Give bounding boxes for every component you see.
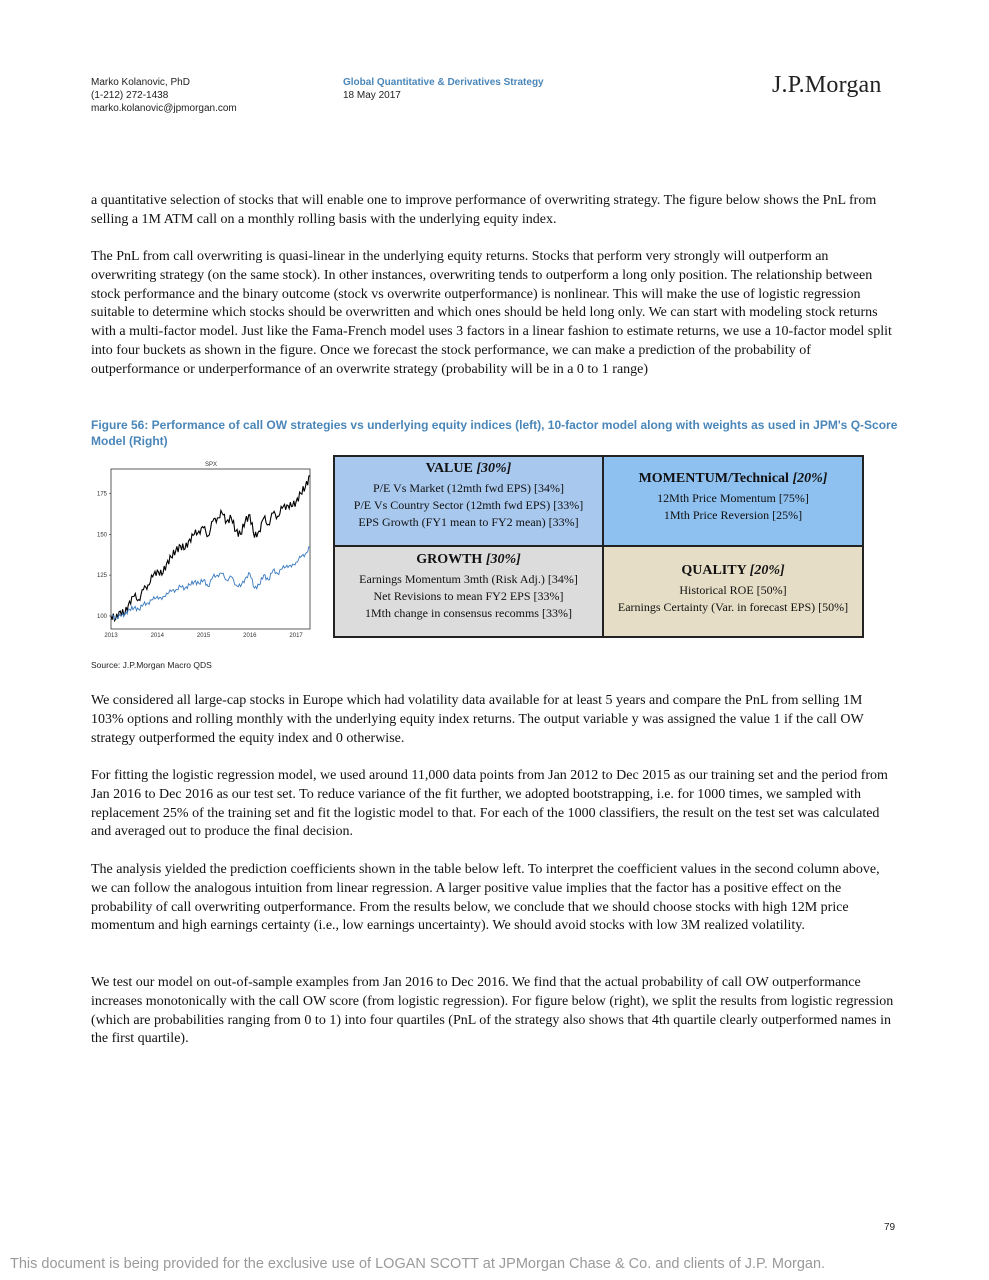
dept-block (343, 76, 544, 102)
value-item-2: P/E Vs Country Sector (12mth fwd EPS) [33%] (353, 498, 584, 512)
jpmorgan-logo: J.P.Morgan (772, 72, 882, 98)
x-tick-label: 2015 (196, 633, 211, 639)
qscore-growth-box (335, 547, 602, 636)
spx-chart-svg (92, 457, 317, 639)
growth-item-1: Earnings Momentum 3mth (Risk Adj.) [34%] (359, 572, 578, 586)
growth-item-3: 1Mth change in consensus recomms [33%] (365, 606, 572, 620)
author-email: marko.kolanovic@jpmorgan.com (91, 103, 237, 114)
y-tick-label: 150 (96, 532, 107, 539)
spx-chart (92, 457, 317, 639)
paragraph-5: The analysis yielded the prediction coefficients shown in the table below left. To interpret the coefficient values in the second column above, we can follow the analogous intuition from linear regression. A larger positive value implies that the factor has a positive effect on the probability of call overwriting outperformance. From the results below, we conclude that we should choose stocks with high 12M price momentum and high earnings certainty (i.e., low earnings uncertainty). We should avoid stocks with low 3M realized volatility. (91, 862, 880, 934)
qscore-value-box (335, 457, 602, 545)
y-tick-label: 100 (96, 613, 107, 620)
value-item-1: P/E Vs Market (12mth fwd EPS) [34%] (372, 481, 565, 495)
footer-disclaimer: This document is being provided for the exclusive use of LOGAN SCOTT at JPMorgan Chase & Co. and clients of J.P. Morgan. (10, 1256, 826, 1272)
quality-item-2: Earnings Certainty (Var. in forecast EPS) [50%] (617, 600, 849, 614)
chart-title: SPX (204, 462, 218, 468)
dept-title: Global Quantitative & Derivatives Strategy (343, 77, 544, 88)
quality-title: QUALITY [20%] (681, 563, 785, 578)
x-tick-label: 2016 (243, 633, 257, 639)
report-date: 18 May 2017 (343, 90, 401, 101)
paragraph-2: The PnL from call overwriting is quasi-linear in the underlying equity returns. Stocks that perform very strongly will outperform an overwriting strategy (on the same stock). In other instances, overwriting tends to outperform a long only position. The relationship between stock performance and the binary outcome (stock vs overwrite outperformance) is nonlinear. This will make the use of logistic regression suitable to determine which stocks should be overwritten and which ones should be held long only. We can start with modeling stock returns with a multi-factor model. Just like the Fama-French model uses 3 factors in a linear fashion to estimate returns, we use a 10-factor model split into four buckets as shown in the figure. Once we forecast the stock performance, we can make a prediction of the probability of outperformance or underperformance of an overwrite strategy (probability will be in a 0 to 1 range) (91, 249, 892, 377)
x-tick-label: 2017 (289, 633, 303, 639)
author-block (91, 76, 237, 115)
paragraph-6: We test our model on out-of-sample examples from Jan 2016 to Dec 2016. We find that the actual probability of call OW outperformance increases monotonically with the call OW score (from logistic regression). For figure below (right), we split the results from logistic regression (which are probabilities ranging from 0 to 1) into four quartiles (PnL of the strategy also shows that 4th quartile clearly outperformed names in the first quartile). (91, 975, 894, 1047)
growth-title: GROWTH [30%] (416, 552, 521, 567)
y-tick-label: 175 (96, 491, 107, 498)
paragraph-3: We considered all large-cap stocks in Europe which had volatility data available for at least 5 years and compare the PnL from selling 1M 103% options and rolling monthly with the underlying equity index returns. The output variable y was assigned the value 1 if the call OW strategy outperformed the equity index and 0 otherwise. (91, 693, 864, 746)
x-tick-label: 2013 (104, 633, 118, 639)
author-phone: (1-212) 272-1438 (91, 90, 169, 101)
growth-item-2: Net Revisions to mean FY2 EPS [33%] (373, 589, 564, 603)
page-number: 79 (884, 1222, 896, 1233)
momentum-item-2: 1Mth Price Reversion [25%] (663, 508, 803, 522)
value-title: VALUE [30%] (425, 461, 512, 476)
momentum-item-1: 12Mth Price Momentum [75%] (657, 491, 809, 505)
x-tick-label: 2014 (150, 633, 164, 639)
value-item-3: EPS Growth (FY1 mean to FY2 mean) [33%] (358, 515, 579, 529)
qscore-grid (333, 455, 864, 638)
series-line-blue (111, 547, 310, 620)
quality-item-1: Historical ROE [50%] (679, 583, 787, 597)
figure-title: Figure 56: Performance of call OW strategies vs underlying equity indices (left), 10-factor model along with weights as used in JPM's Q-Score Model (Right) (91, 418, 898, 448)
author-name: Marko Kolanovic, PhD (91, 77, 190, 88)
qscore-momentum-box (604, 457, 862, 545)
figure-source: Source: J.P.Morgan Macro QDS (91, 660, 212, 670)
qscore-quality-box (604, 547, 862, 636)
paragraph-4: For fitting the logistic regression model, we used around 11,000 data points from Jan 2012 to Dec 2015 as our training set and the period from Jan 2016 to Dec 2016 as our test set. To reduce variance of the fit further, we adopted bootstrapping, i.e. for 1000 times, we sampled with replacement 25% of the training set and fit the logistic model to that. For each of the 1000 classifiers, the result on the test set was calculated and averaged out to produce the final decision. (91, 768, 888, 840)
momentum-title: MOMENTUM/Technical [20%] (638, 471, 828, 486)
series-line-black (111, 476, 310, 621)
y-tick-label: 125 (96, 573, 107, 580)
paragraph-1: a quantitative selection of stocks that will enable one to improve performance of overwriting strategy. The figure below shows the PnL from selling a 1M ATM call on a monthly rolling basis with the underlying equity index. (91, 193, 877, 227)
